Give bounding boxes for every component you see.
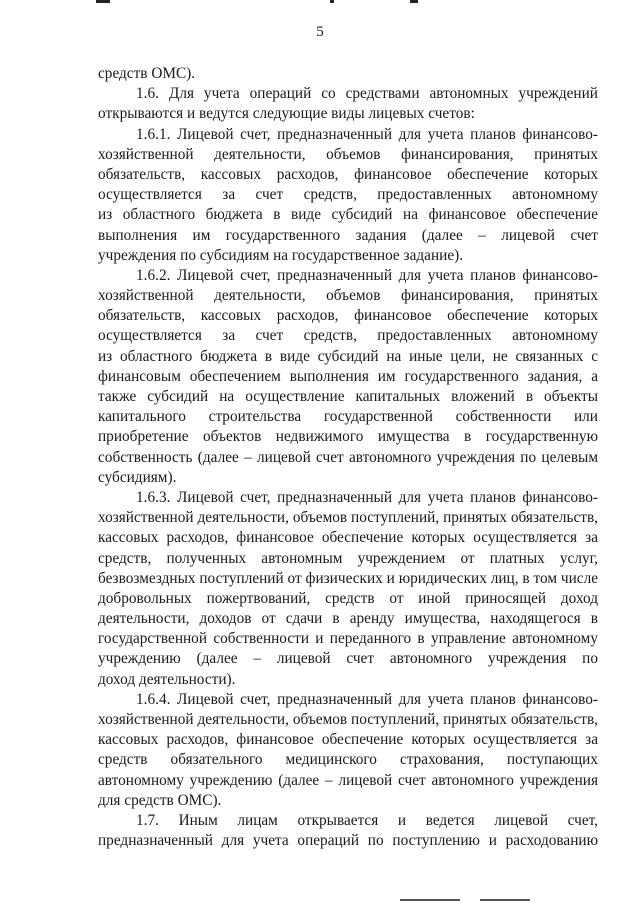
page-number: 5 — [316, 24, 324, 40]
text-line: финансовым обеспечением выполнения им государственного задания, а — [98, 367, 598, 385]
text-line: обязательств, кассовых расходов, финансовое обеспечение которых — [98, 165, 598, 183]
text-line: 1.6.4. Лицевой счет, предназначенный для учета планов финансово- — [136, 690, 598, 708]
text-line: капитального строительства государственной собственности или — [98, 408, 598, 426]
scan-artifact-top — [330, 0, 334, 3]
text-line: субсидиям). — [98, 468, 177, 486]
text-line: государственной собственности и переданного в управление автономному — [98, 630, 598, 648]
text-line: хозяйственной деятельности, объемов поступлений, принятых обязательств, — [98, 711, 598, 728]
text-line: 1.6.3. Лицевой счет, предназначенный для учета планов финансово- — [136, 488, 598, 506]
text-line: собственность (далее – лицевой счет автономного учреждения по целевым — [98, 448, 598, 466]
text-line: учреждению (далее – лицевой счет автономного учреждения по — [98, 650, 598, 668]
text-line: 1.6. Для учета операций со средствами автономных учреждений — [136, 85, 598, 103]
text-line: хозяйственной деятельности, объемов поступлений, принятых обязательств, — [98, 509, 598, 527]
text-line: 1.7. Иным лицам открывается и ведется лицевой счет, — [136, 811, 598, 829]
text-line: кассовых расходов, финансовое обеспечение которых осуществляется за — [98, 731, 598, 749]
scan-artifact-bottom — [400, 899, 460, 901]
document-body — [98, 64, 598, 851]
text-line: из областного бюджета в виде субсидий на иные цели, не связанных с — [98, 347, 598, 365]
text-line: учреждения по субсидиям на государственное задание). — [98, 246, 464, 264]
text-line: также субсидий на осуществление капитальных вложений в объекты — [98, 388, 598, 405]
text-line: предназначенный для учета операций по поступлению и расходованию — [98, 832, 598, 850]
text-line: выполнения им государственного задания (далее – лицевой счет — [98, 226, 598, 244]
text-line: из областного бюджета в виде субсидий на финансовое обеспечение — [98, 206, 598, 224]
text-line: средств, полученных автономным учреждением от платных услуг, — [98, 549, 598, 567]
text-line: приобретение объектов недвижимого имущества в государственную — [98, 428, 598, 446]
text-line: добровольных пожертвований, средств от иной приносящей доход — [98, 589, 598, 607]
text-line: 1.6.1. Лицевой счет, предназначенный для учета планов финансово- — [136, 125, 598, 143]
text-line: открываются и ведутся следующие виды лицевых счетов: — [98, 105, 475, 123]
text-line: осуществляется за счет средств, предоставленных автономному — [98, 327, 598, 345]
scan-artifact-top — [96, 0, 110, 3]
text-line: автономному учреждению (далее – лицевой счет автономного учреждения — [98, 771, 598, 789]
scan-artifact-top — [410, 0, 418, 3]
scan-artifact-bottom — [480, 899, 530, 901]
text-line: кассовых расходов, финансовое обеспечение которых осуществляется за — [98, 529, 598, 547]
text-line: осуществляется за счет средств, предоставленных автономному — [98, 186, 598, 204]
text-line: безвозмездных поступлений от физических и юридических лиц, в том числе — [98, 569, 598, 587]
text-line: деятельности, доходов от сдачи в аренду имущества, находящегося в — [98, 610, 598, 628]
text-line: хозяйственной деятельности, объемов финансирования, принятых — [98, 145, 598, 163]
text-line: средств обязательного медицинского страхования, поступающих — [98, 751, 598, 769]
text-line: доход деятельности). — [98, 670, 236, 688]
text-line: хозяйственной деятельности, объемов финансирования, принятых — [98, 287, 598, 305]
text-line: обязательств, кассовых расходов, финансовое обеспечение которых — [98, 307, 598, 325]
text-line: средств ОМС). — [98, 65, 196, 82]
text-line: 1.6.2. Лицевой счет, предназначенный для учета планов финансово- — [136, 266, 598, 284]
text-line: для средств ОМС). — [98, 791, 222, 809]
